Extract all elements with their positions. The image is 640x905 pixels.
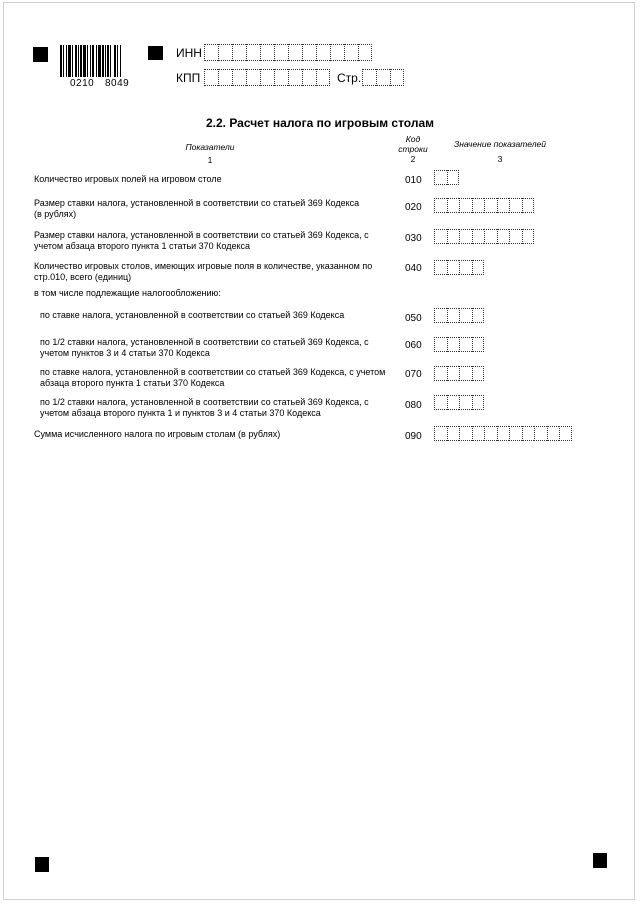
char-cell[interactable] — [522, 198, 535, 213]
char-cell[interactable] — [302, 44, 316, 61]
registration-mark-bottom-right — [593, 853, 607, 868]
barcode-number-left: 0210 — [70, 78, 95, 89]
char-cell[interactable] — [274, 69, 288, 86]
barcode-bar — [121, 45, 123, 77]
char-cell[interactable] — [484, 229, 497, 244]
char-cell[interactable] — [509, 426, 522, 441]
char-cell[interactable] — [522, 229, 535, 244]
registration-mark-top-right — [148, 46, 163, 60]
kpp-field[interactable] — [204, 69, 330, 86]
char-cell[interactable] — [204, 69, 218, 86]
char-cell[interactable] — [274, 44, 288, 61]
barcode-bars — [60, 45, 138, 77]
char-cell[interactable] — [358, 44, 372, 61]
row-070-value-field[interactable] — [434, 366, 484, 381]
page-label: Стр. — [337, 71, 362, 85]
subtotal-heading: в том числе подлежащие налогообложению: — [34, 288, 221, 298]
char-cell[interactable] — [376, 69, 390, 86]
char-cell[interactable] — [459, 337, 472, 352]
char-cell[interactable] — [472, 366, 485, 381]
char-cell[interactable] — [534, 426, 547, 441]
char-cell[interactable] — [434, 337, 447, 352]
char-cell[interactable] — [472, 395, 485, 410]
char-cell[interactable] — [509, 198, 522, 213]
char-cell[interactable] — [218, 69, 232, 86]
char-cell[interactable] — [472, 308, 485, 323]
column-number-2: 2 — [410, 154, 416, 164]
char-cell[interactable] — [260, 69, 274, 86]
char-cell[interactable] — [484, 426, 497, 441]
registration-mark-top-left — [33, 47, 48, 62]
kpp-label: КПП — [176, 71, 201, 85]
char-cell[interactable] — [260, 44, 274, 61]
row-020-code: 020 — [405, 202, 422, 213]
char-cell[interactable] — [447, 198, 460, 213]
row-040-label: Количество игровых столов, имеющих игровые поля в количестве, указанном по стр.010, всего (единиц) — [34, 261, 373, 282]
char-cell[interactable] — [497, 229, 510, 244]
page-border — [3, 2, 635, 900]
barcode — [60, 45, 138, 77]
row-060-value-field[interactable] — [434, 337, 484, 352]
column-header-line-code: Код строки — [398, 134, 428, 154]
char-cell[interactable] — [459, 395, 472, 410]
char-cell[interactable] — [434, 395, 447, 410]
row-080-value-field[interactable] — [434, 395, 484, 410]
char-cell[interactable] — [472, 337, 485, 352]
char-cell[interactable] — [390, 69, 404, 86]
column-number-3: 3 — [497, 154, 503, 164]
column-header-values: Значение показателей — [454, 139, 546, 149]
char-cell[interactable] — [459, 260, 472, 275]
char-cell[interactable] — [316, 69, 330, 86]
row-030-code: 030 — [405, 233, 422, 244]
row-030-label: Размер ставки налога, установленной в соответствии со статьей 369 Кодекса, с учетом абзаца второго пункта 1 статьи 370 Кодекса — [34, 230, 369, 251]
row-040-code: 040 — [405, 263, 422, 274]
char-cell[interactable] — [246, 44, 260, 61]
char-cell[interactable] — [447, 308, 460, 323]
char-cell[interactable] — [434, 260, 447, 275]
row-090-value-field[interactable] — [434, 426, 572, 441]
char-cell[interactable] — [447, 426, 460, 441]
registration-mark-bottom-left — [35, 857, 49, 872]
row-060-code: 060 — [405, 340, 422, 351]
row-050-value-field[interactable] — [434, 308, 484, 323]
char-cell[interactable] — [434, 229, 447, 244]
char-cell[interactable] — [434, 308, 447, 323]
row-050-label: по ставке налога, установленной в соответствии со статьей 369 Кодекса — [40, 310, 345, 320]
char-cell[interactable] — [204, 44, 218, 61]
char-cell[interactable] — [447, 170, 460, 185]
char-cell[interactable] — [459, 426, 472, 441]
row-020-value-field[interactable] — [434, 198, 534, 213]
row-030-value-field[interactable] — [434, 229, 534, 244]
char-cell[interactable] — [472, 198, 485, 213]
inn-label: ИНН — [176, 46, 202, 60]
char-cell[interactable] — [447, 260, 460, 275]
char-cell[interactable] — [472, 260, 485, 275]
column-header-indicators: Показатели — [185, 142, 235, 152]
char-cell[interactable] — [218, 44, 232, 61]
char-cell[interactable] — [447, 366, 460, 381]
char-cell[interactable] — [362, 69, 376, 86]
row-080-label: по 1/2 ставки налога, установленной в соответствии со статьей 369 Кодекса, с учетом абзаца второго пункта 1 и пунктов 3 и 4 статьи 370 Кодекса — [40, 397, 369, 418]
char-cell[interactable] — [302, 69, 316, 86]
row-060-label: по 1/2 ставки налога, установленной в соответствии со статьей 369 Кодекса, с учетом пунктов 3 и 4 статьи 370 Кодекса — [40, 337, 369, 358]
char-cell[interactable] — [484, 198, 497, 213]
char-cell[interactable] — [246, 69, 260, 86]
section-title: 2.2. Расчет налога по игровым столам — [205, 116, 435, 130]
column-number-1: 1 — [207, 155, 213, 165]
row-090-code: 090 — [405, 431, 422, 442]
row-010-code: 010 — [405, 175, 422, 186]
char-cell[interactable] — [522, 426, 535, 441]
char-cell[interactable] — [472, 426, 485, 441]
char-cell[interactable] — [459, 229, 472, 244]
char-cell[interactable] — [559, 426, 572, 441]
row-020-label: Размер ставки налога, установленной в соответствии со статьей 369 Кодекса (в рублях) — [34, 198, 360, 219]
barcode-number-right: 8049 — [105, 78, 130, 89]
char-cell[interactable] — [232, 44, 246, 61]
char-cell[interactable] — [547, 426, 560, 441]
row-010-value-field[interactable] — [434, 170, 459, 185]
char-cell[interactable] — [459, 198, 472, 213]
char-cell[interactable] — [434, 170, 447, 185]
row-040-value-field[interactable] — [434, 260, 484, 275]
char-cell[interactable] — [472, 229, 485, 244]
row-070-code: 070 — [405, 369, 422, 380]
row-090-label: Сумма исчисленного налога по игровым столам (в рублях) — [34, 429, 281, 439]
char-cell[interactable] — [509, 229, 522, 244]
char-cell[interactable] — [288, 44, 302, 61]
row-050-code: 050 — [405, 313, 422, 324]
row-080-code: 080 — [405, 400, 422, 411]
char-cell[interactable] — [447, 395, 460, 410]
char-cell[interactable] — [434, 426, 447, 441]
char-cell[interactable] — [459, 366, 472, 381]
char-cell[interactable] — [447, 337, 460, 352]
row-070-label: по ставке налога, установленной в соответствии со статьей 369 Кодекса, с учетом абзаца второго пункта 1 статьи 370 Кодекса — [40, 367, 386, 388]
char-cell[interactable] — [330, 44, 344, 61]
char-cell[interactable] — [447, 229, 460, 244]
char-cell[interactable] — [288, 69, 302, 86]
page-number-field[interactable] — [362, 69, 404, 86]
char-cell[interactable] — [316, 44, 330, 61]
char-cell[interactable] — [344, 44, 358, 61]
char-cell[interactable] — [497, 426, 510, 441]
char-cell[interactable] — [232, 69, 246, 86]
char-cell[interactable] — [434, 366, 447, 381]
char-cell[interactable] — [497, 198, 510, 213]
char-cell[interactable] — [434, 198, 447, 213]
char-cell[interactable] — [459, 308, 472, 323]
row-010-label: Количество игровых полей на игровом столе — [34, 174, 222, 184]
inn-field[interactable] — [204, 44, 372, 61]
